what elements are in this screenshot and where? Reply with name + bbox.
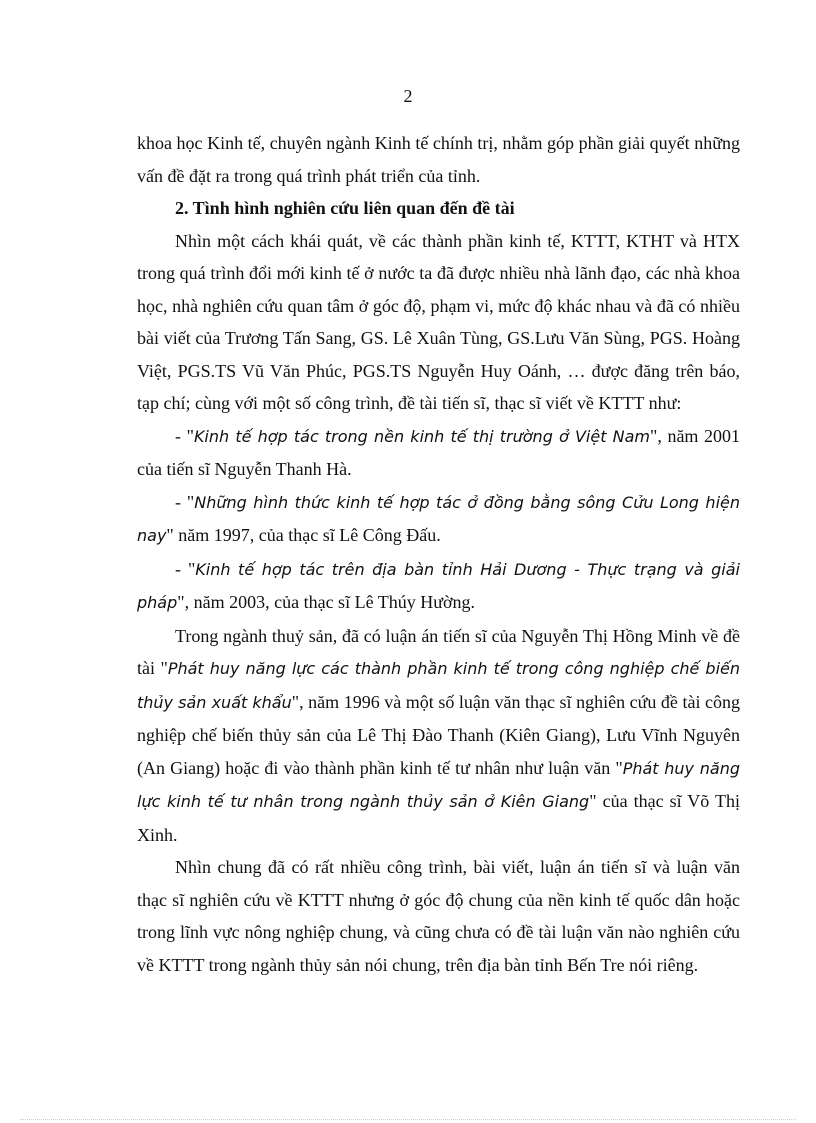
work-title: Kinh tế hợp tác trên địa bàn tỉnh Hải Dương - Thực trạng và giải pháp (137, 559, 741, 612)
work-title: Phát huy năng lực kinh tế tư nhân trong ngành thủy sản ở Kiên Giang (137, 758, 740, 811)
bullet-prefix: - " (175, 491, 195, 512)
bullet-suffix: ", năm 2003, của thạc sĩ Lê Thúy Hường. (177, 592, 475, 612)
section-heading: 2. Tình hình nghiên cứu liên quan đến đề tài (175, 198, 515, 218)
text-segment: ", năm 1996 và một số luận văn thạc sĩ nghiên cứu đề tài công nghiệp chế biến thủy sản của Lê Thị Đào Thanh (Kiên Giang), Lưu Vĩnh Nguyên (An Giang) hoặc đi vào thành phần kinh tế tư nhân như luận văn " (137, 691, 740, 778)
work-title: Những hình thức kinh tế hợp tác ở đồng bằng sông Cửu Long hiện nay (137, 492, 740, 545)
work-title: Kinh tế hợp tác trong nền kinh tế thị trường ở Việt Nam (193, 426, 651, 446)
paragraph-fisheries (137, 620, 740, 852)
bullet-prefix: - " (175, 425, 194, 446)
bullet-prefix: - " (175, 558, 196, 579)
work-title: Phát huy năng lực các thành phần kinh tế trong công nghiệp chế biến thủy sản xuất khẩu (137, 659, 740, 712)
paragraph-intro-continuation: khoa học Kinh tế, chuyên ngành Kinh tế chính trị, nhằm góp phần giải quyết những vấn đề đặt ra trong quá trình phát triển của tỉnh. (137, 133, 740, 186)
paragraph-overview: Nhìn một cách khái quát, về các thành phần kinh tế, KTTT, KTHT và HTX trong quá trình đổi mới kinh tế ở nước ta đã được nhiều nhà lãnh đạo, các nhà khoa học, nhà nghiên cứu quan tâm ở góc độ, phạm vi, mức độ khác nhau và đã có nhiều bài viết của Trương Tấn Sang, GS. Lê Xuân Tùng, GS.Lưu Văn Sùng, PGS. Hoàng Việt, PGS.TS Vũ Văn Phúc, PGS.TS Nguyễn Huy Oánh, … được đăng trên báo, tạp chí; cùng với một số công trình, đề tài tiến sĩ, thạc sĩ viết về KTTT như: (137, 230, 740, 413)
page-edge-divider (20, 1119, 796, 1120)
bullet-suffix: ", năm 2001 của tiến sĩ Nguyễn Thanh Hà. (137, 425, 741, 479)
list-item (137, 553, 740, 620)
page-number: 2 (403, 86, 413, 106)
text-segment: " của thạc sĩ Võ Thị Xinh. (137, 791, 741, 845)
text-segment: Trong ngành thuỷ sản, đã có luận án tiến sĩ của Nguyễn Thị Hồng Minh về đề tài " (137, 625, 740, 678)
list-item (137, 486, 740, 553)
list-item (137, 420, 740, 486)
document-body (137, 127, 740, 981)
paragraph-summary: Nhìn chung đã có rất nhiều công trình, bài viết, luận án tiến sĩ và luận văn thạc sĩ nghiên cứu về KTTT nhưng ở góc độ chung của nền kinh tế quốc dân hoặc trong lĩnh vực nông nghiệp chung, và cũng chưa có đề tài luận văn nào nghiên cứu về KTTT trong ngành thủy sản nói chung, trên địa bàn tỉnh Bến Tre nói riêng. (137, 857, 740, 975)
bullet-suffix: " năm 1997, của thạc sĩ Lê Công Đấu. (166, 525, 441, 545)
